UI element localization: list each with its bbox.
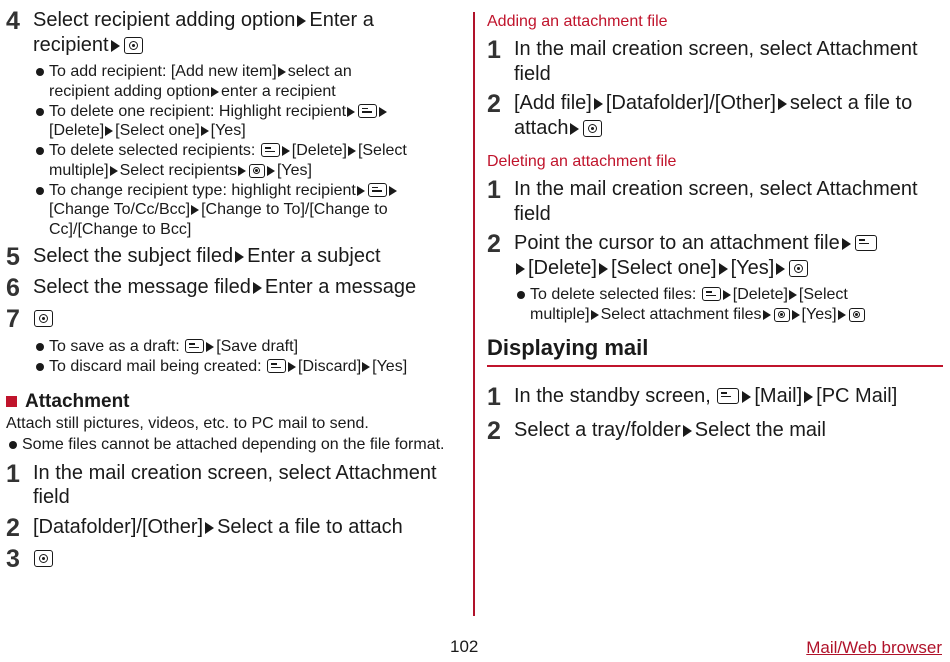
arrow-icon (379, 107, 387, 117)
list-item: To delete one recipient: Highlight recipient [Delete] [Select one] [Yes] (33, 102, 464, 141)
add-step-2 (487, 91, 943, 140)
step-7-notes (6, 337, 464, 377)
arrow-icon (842, 238, 851, 250)
list-item: To change recipient type: highlight recipient [Change To/Cc/Bcc] [Change to To]/[Change to Cc]/[Change to Bcc] (33, 181, 464, 240)
attachment-step-2 (6, 515, 464, 541)
arrow-icon (282, 146, 290, 156)
step-number: 3 (6, 544, 20, 573)
arrow-icon (719, 263, 728, 275)
arrow-icon (238, 166, 246, 176)
menu-key-icon (358, 104, 377, 118)
arrow-icon (111, 40, 120, 52)
attachment-heading: Attachment (6, 391, 464, 413)
square-bullet-icon (6, 396, 17, 407)
list-item: To delete selected recipients: [Delete] [Select multiple] Select recipients [Yes] (33, 141, 464, 180)
step-text: Select recipient adding option Enter a recipient (33, 9, 374, 56)
arrow-icon (742, 391, 751, 403)
arrow-icon (683, 425, 692, 437)
arrow-icon (776, 263, 785, 275)
arrow-icon (357, 186, 365, 196)
arrow-icon (723, 290, 731, 300)
arrow-icon (288, 362, 296, 372)
section-link[interactable]: Mail/Web browser (806, 638, 942, 657)
left-column (6, 8, 464, 577)
step-text: Select the subject filed Enter a subject (33, 245, 381, 267)
camera-key-icon (34, 310, 53, 327)
arrow-icon (591, 310, 599, 320)
arrow-icon (362, 362, 370, 372)
step-number: 7 (6, 305, 20, 333)
attachment-step-3 (6, 546, 464, 572)
arrow-icon (201, 126, 209, 136)
step-number: 4 (6, 7, 20, 35)
camera-key-icon (849, 308, 865, 322)
attachment-step-1 (6, 461, 464, 510)
step-6 (6, 275, 464, 301)
arrow-icon (206, 342, 214, 352)
menu-key-icon (717, 388, 739, 404)
camera-key-icon (774, 308, 790, 322)
step-number: 1 (487, 176, 501, 204)
step-text: In the mail creation screen, select Attachment field (514, 178, 918, 225)
camera-key-icon (789, 260, 808, 277)
arrow-icon (594, 98, 603, 110)
list-item: To discard mail being created: [Discard] [Yes] (33, 357, 464, 377)
arrow-icon (778, 98, 787, 110)
arrow-icon (389, 186, 397, 196)
column-divider (473, 12, 475, 616)
arrow-icon (110, 166, 118, 176)
list-item: Some files cannot be attached depending on the file format. (6, 435, 464, 455)
arrow-icon (516, 263, 525, 275)
camera-key-icon (249, 164, 265, 178)
arrow-icon (105, 126, 113, 136)
attachment-description: Attach still pictures, videos, etc. to PC mail to send. (6, 414, 369, 432)
displaying-mail-title: Displaying mail (487, 334, 943, 367)
step-number: 1 (487, 383, 501, 411)
step-number: 5 (6, 243, 20, 271)
step-number: 2 (6, 513, 20, 542)
camera-key-icon (124, 37, 143, 54)
arrow-icon (235, 251, 244, 263)
arrow-icon (267, 166, 275, 176)
delete-step-1 (487, 177, 943, 226)
step-text: Point the cursor to an attachment file [Delete] [Select one] [Yes] (514, 231, 878, 280)
arrow-icon (211, 87, 219, 97)
camera-key-icon (34, 550, 53, 567)
list-item: To delete selected files: [Delete] [Select multiple] Select attachment files [Yes] (514, 285, 943, 324)
page-number: 102 (450, 637, 479, 656)
list-item: To save as a draft: [Save draft] (33, 337, 464, 357)
arrow-icon (792, 310, 800, 320)
arrow-icon (348, 146, 356, 156)
step-text: [Add file] [Datafolder]/[Other] select a file to attach (514, 92, 913, 139)
list-item: To add recipient: [Add new item] select an recipient adding option enter a recipient (33, 62, 464, 101)
camera-key-icon (583, 120, 602, 137)
attachment-notes (6, 435, 464, 455)
step-text: Select a tray/folder Select the mail (514, 419, 826, 441)
arrow-icon (789, 290, 797, 300)
arrow-icon (599, 263, 608, 275)
delete-notes (487, 285, 943, 324)
step-number: 1 (487, 36, 501, 64)
menu-key-icon (855, 235, 877, 251)
display-step-2 (487, 418, 943, 444)
display-step-1 (487, 384, 943, 410)
arrow-icon (205, 522, 214, 534)
step-text: In the mail creation screen, select Attachment field (33, 461, 437, 508)
step-text (33, 546, 54, 571)
arrow-icon (297, 15, 306, 27)
step-number: 1 (6, 459, 20, 488)
step-text (33, 306, 54, 331)
arrow-icon (570, 123, 579, 135)
menu-key-icon (267, 359, 286, 373)
step-text: Select the message filed Enter a message (33, 276, 417, 298)
step-4 (6, 8, 464, 57)
arrow-icon (253, 282, 262, 294)
adding-attachment-heading: Adding an attachment file (487, 13, 668, 30)
add-step-1 (487, 37, 943, 86)
menu-key-icon (261, 143, 280, 157)
step-text: In the mail creation screen, select Attachment field (514, 38, 918, 85)
deleting-attachment-heading: Deleting an attachment file (487, 153, 677, 170)
step-number: 2 (487, 90, 501, 118)
arrow-icon (838, 310, 846, 320)
step-number: 2 (487, 230, 501, 258)
step-5 (6, 244, 464, 270)
menu-key-icon (702, 287, 721, 301)
step-text: [Datafolder]/[Other] Select a file to attach (33, 515, 403, 538)
arrow-icon (763, 310, 771, 320)
step-number: 2 (487, 417, 501, 445)
step-7 (6, 306, 464, 332)
arrow-icon (347, 107, 355, 117)
step-number: 6 (6, 274, 20, 302)
delete-step-2 (487, 231, 943, 280)
arrow-icon (804, 391, 813, 403)
arrow-icon (278, 67, 286, 77)
menu-key-icon (185, 339, 204, 353)
right-column (487, 8, 943, 449)
step-text: In the standby screen, [Mail] [PC Mail] (514, 385, 898, 407)
step-4-notes (6, 62, 464, 239)
menu-key-icon (368, 183, 387, 197)
arrow-icon (191, 205, 199, 215)
